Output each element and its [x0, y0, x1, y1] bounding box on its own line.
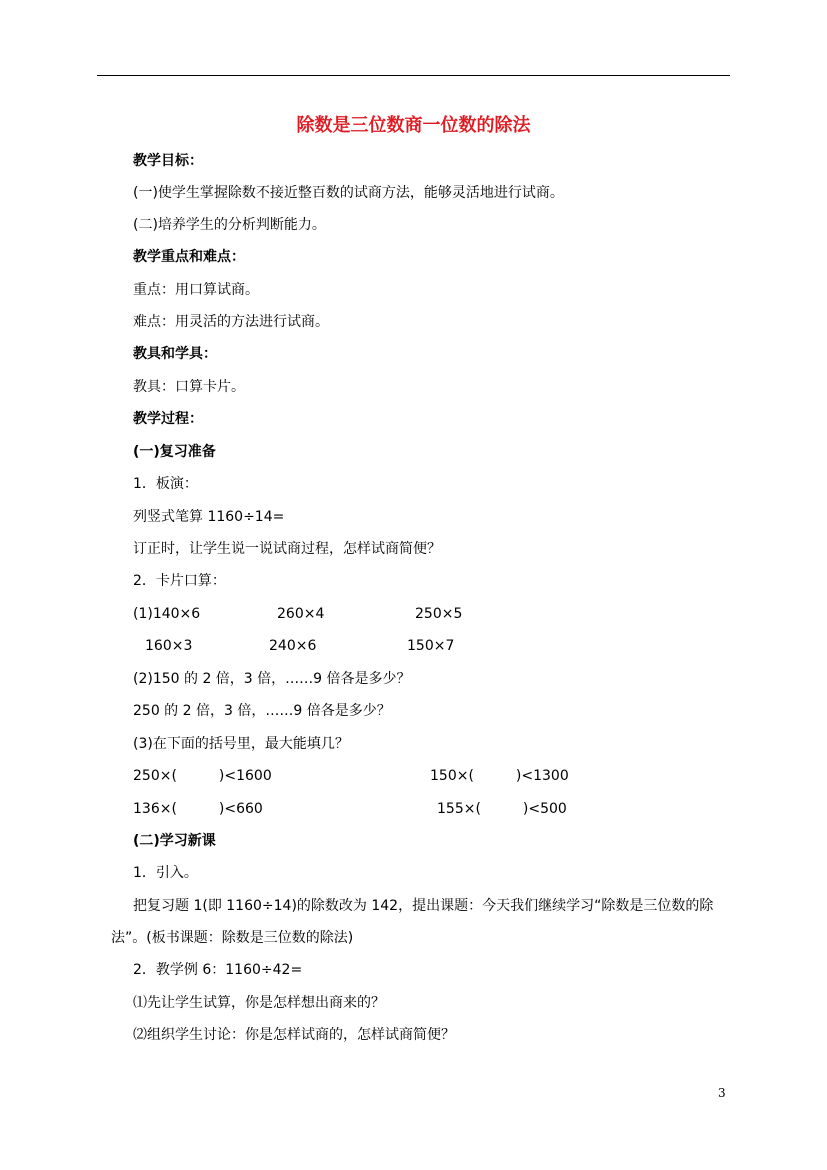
key-point: 重点：用口算试商。 [133, 282, 259, 298]
question-multiples-250: 250 的 2 倍，3 倍，……9 倍各是多少？ [133, 703, 391, 719]
item-intro: 1．引入。 [133, 865, 198, 881]
item-written-calc: 列竖式笔算 1160÷14= [133, 509, 285, 525]
heading-process: 教学过程： [133, 411, 203, 427]
heading-key-points: 教学重点和难点： [133, 249, 245, 265]
item-correction: 订正时，让学生说一说试商过程，怎样试商简便？ [133, 541, 441, 557]
item-board: 1．板演： [133, 476, 198, 492]
header-rule [97, 75, 730, 76]
paragraph-intro-line2: 法”。(板书课题：除数是三位数的除法) [111, 930, 354, 946]
heading-materials: 教具和学具： [133, 346, 217, 362]
item-card-calc: 2．卡片口算： [133, 573, 226, 589]
card-expr: 150×7 [407, 638, 455, 654]
card-expr: 260×4 [277, 606, 325, 622]
card-expr: (1)140×6 [133, 606, 201, 622]
inequality: 150×( )<1300 [430, 768, 569, 784]
card-expr: 250×5 [415, 606, 463, 622]
card-expr: 240×6 [269, 638, 317, 654]
objective-2: (二)培养学生的分析判断能力。 [133, 217, 326, 233]
card-expr: 160×3 [145, 638, 193, 654]
materials: 教具：口算卡片。 [133, 379, 245, 395]
paragraph-intro-line1: 把复习题 1(即 1160÷14)的除数改为 142，提出课题：今天我们继续学习“除数是三位数的除 [133, 898, 714, 914]
section-review: (一)复习准备 [133, 444, 216, 460]
difficult-point: 难点：用灵活的方法进行试商。 [133, 314, 329, 330]
item-example-6: 2．教学例 6：1160÷42= [133, 962, 303, 978]
objective-1: (一)使学生掌握除数不接近整百数的试商方法，能够灵活地进行试商。 [133, 185, 564, 201]
page-number: 3 [718, 1086, 726, 1100]
item-try-calc: ⑴先让学生试算，你是怎样想出商来的？ [133, 995, 385, 1011]
question-multiples-150: (2)150 的 2 倍，3 倍，……9 倍各是多少？ [133, 671, 411, 687]
inequality: 136×( )<660 [133, 801, 263, 817]
document-title: 除数是三位数商一位数的除法 [296, 115, 531, 136]
section-new-lesson: (二)学习新课 [133, 833, 216, 849]
item-discussion: ⑵组织学生讨论：你是怎样试商的，怎样试商简便？ [133, 1027, 455, 1043]
inequality: 155×( )<500 [437, 801, 567, 817]
question-fill-brackets: (3)在下面的括号里，最大能填几？ [133, 736, 349, 752]
heading-objectives: 教学目标： [133, 153, 203, 169]
inequality: 250×( )<1600 [133, 768, 272, 784]
